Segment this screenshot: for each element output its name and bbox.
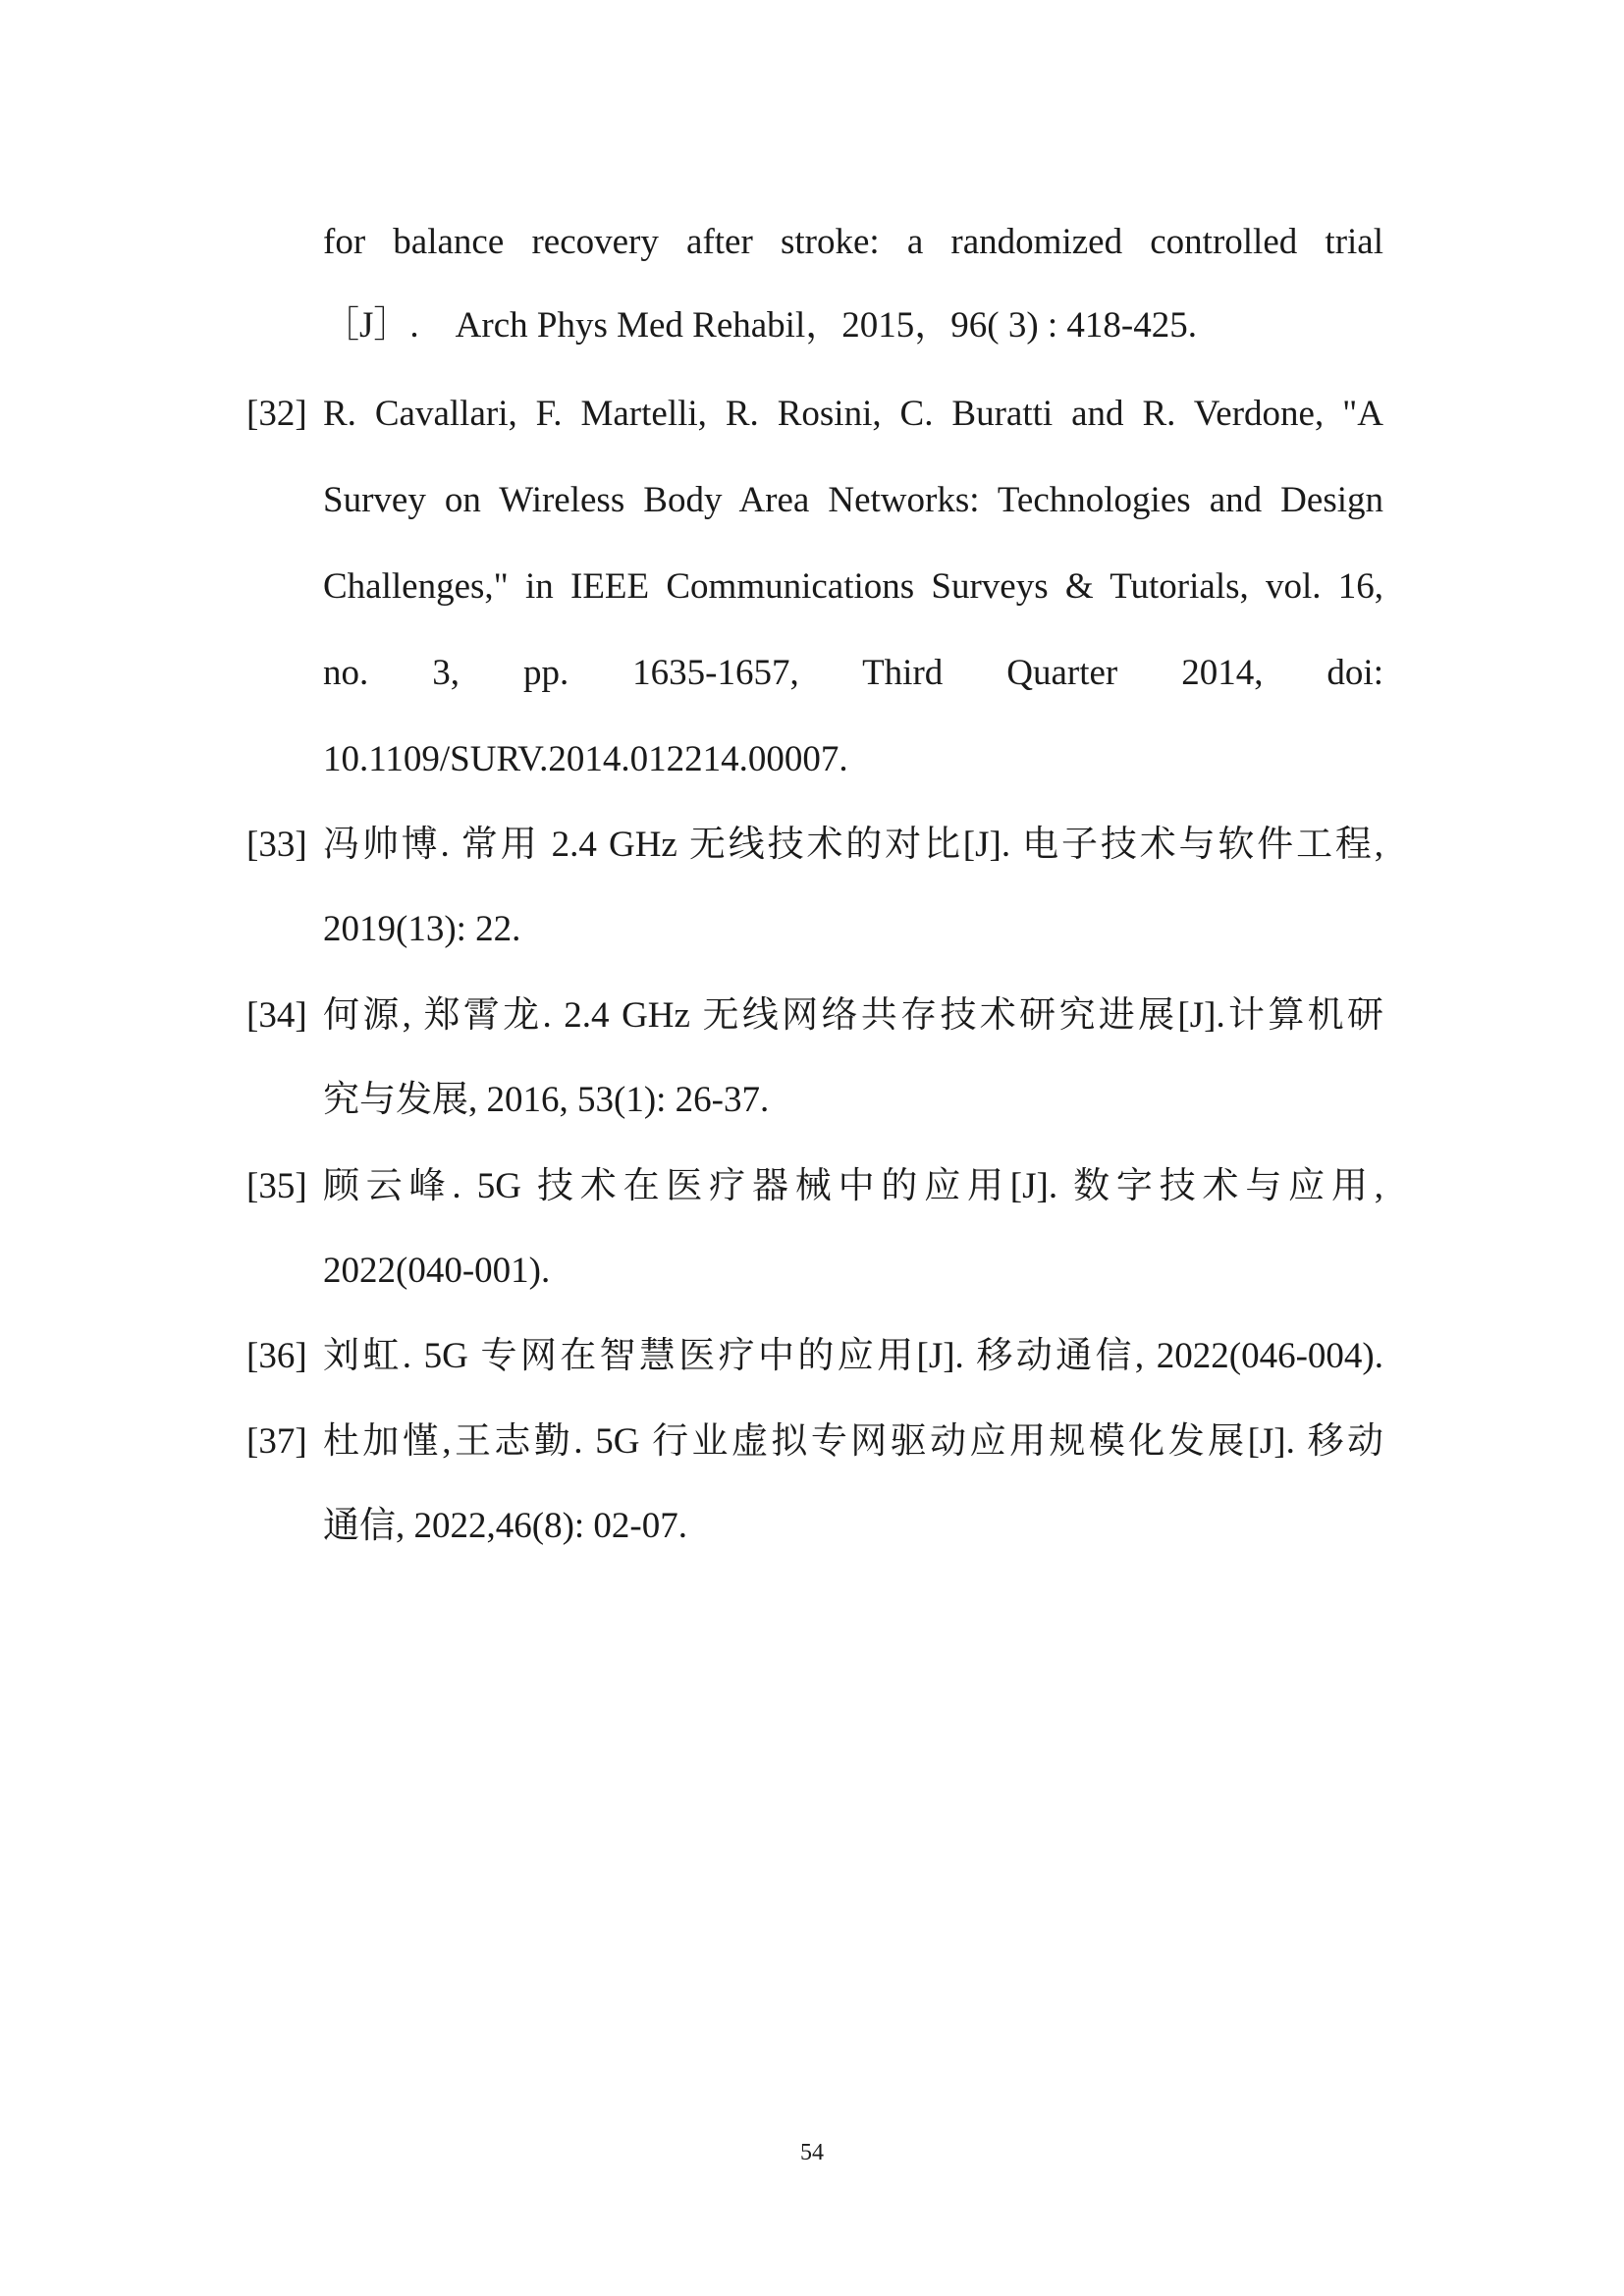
reference-number: [34] <box>246 995 307 1036</box>
reference-32 <box>246 390 1383 439</box>
page-number: 54 <box>800 2140 824 2165</box>
reference-36 <box>246 1332 1383 1381</box>
reference-number: [37] <box>246 1421 307 1462</box>
reference-37 <box>246 1417 1383 1467</box>
reference-continuation-line-2: ［J］. Arch Phys Med Rehabil，2015，96( 3) : 418-425. <box>323 305 1197 346</box>
reference-text-line: 刘虹. 5G 专网在智慧医疗中的应用[J]. 移动通信, 2022(046-004). <box>323 1336 1383 1376</box>
reference-text-line: R. Cavallari, F. Martelli, R. Rosini, C. Buratti and R. Verdone, "A <box>323 394 1383 434</box>
reference-text-line: 顾云峰. 5G 技术在医疗器械中的应用[J]. 数字技术与应用, <box>323 1166 1383 1206</box>
reference-33 <box>246 821 1383 870</box>
reference-text-line: 杜加慬,王志勤. 5G 行业虚拟专网驱动应用规模化发展[J]. 移动 <box>323 1421 1383 1462</box>
reference-number: [33] <box>246 825 307 865</box>
reference-continuation-line-1: for balance recovery after stroke: a randomized controlled trial <box>323 222 1383 262</box>
reference-35 <box>246 1162 1383 1211</box>
reference-32-line-5: 10.1109/SURV.2014.012214.00007. <box>323 739 848 779</box>
reference-33-line-2: 2019(13): 22. <box>323 909 521 949</box>
reference-32-line-3: Challenges," in IEEE Communications Surveys & Tutorials, vol. 16, <box>323 566 1383 607</box>
reference-text-line: 何源, 郑霄龙. 2.4 GHz 无线网络共存技术研究进展[J].计算机研 <box>323 995 1383 1036</box>
reference-32-line-2: Survey on Wireless Body Area Networks: Technologies and Design <box>323 480 1383 520</box>
reference-35-line-2: 2022(040-001). <box>323 1251 551 1291</box>
reference-34 <box>246 991 1383 1041</box>
reference-number: [36] <box>246 1336 307 1376</box>
reference-37-line-2: 通信, 2022,46(8): 02-07. <box>323 1506 687 1546</box>
reference-number: [35] <box>246 1166 307 1206</box>
reference-text-line: 冯帅博. 常用 2.4 GHz 无线技术的对比[J]. 电子技术与软件工程, <box>323 825 1383 865</box>
reference-32-line-4: no. 3, pp. 1635-1657, Third Quarter 2014, doi: <box>323 653 1383 693</box>
reference-number: [32] <box>246 394 307 434</box>
reference-34-line-2: 究与发展, 2016, 53(1): 26-37. <box>323 1080 770 1120</box>
